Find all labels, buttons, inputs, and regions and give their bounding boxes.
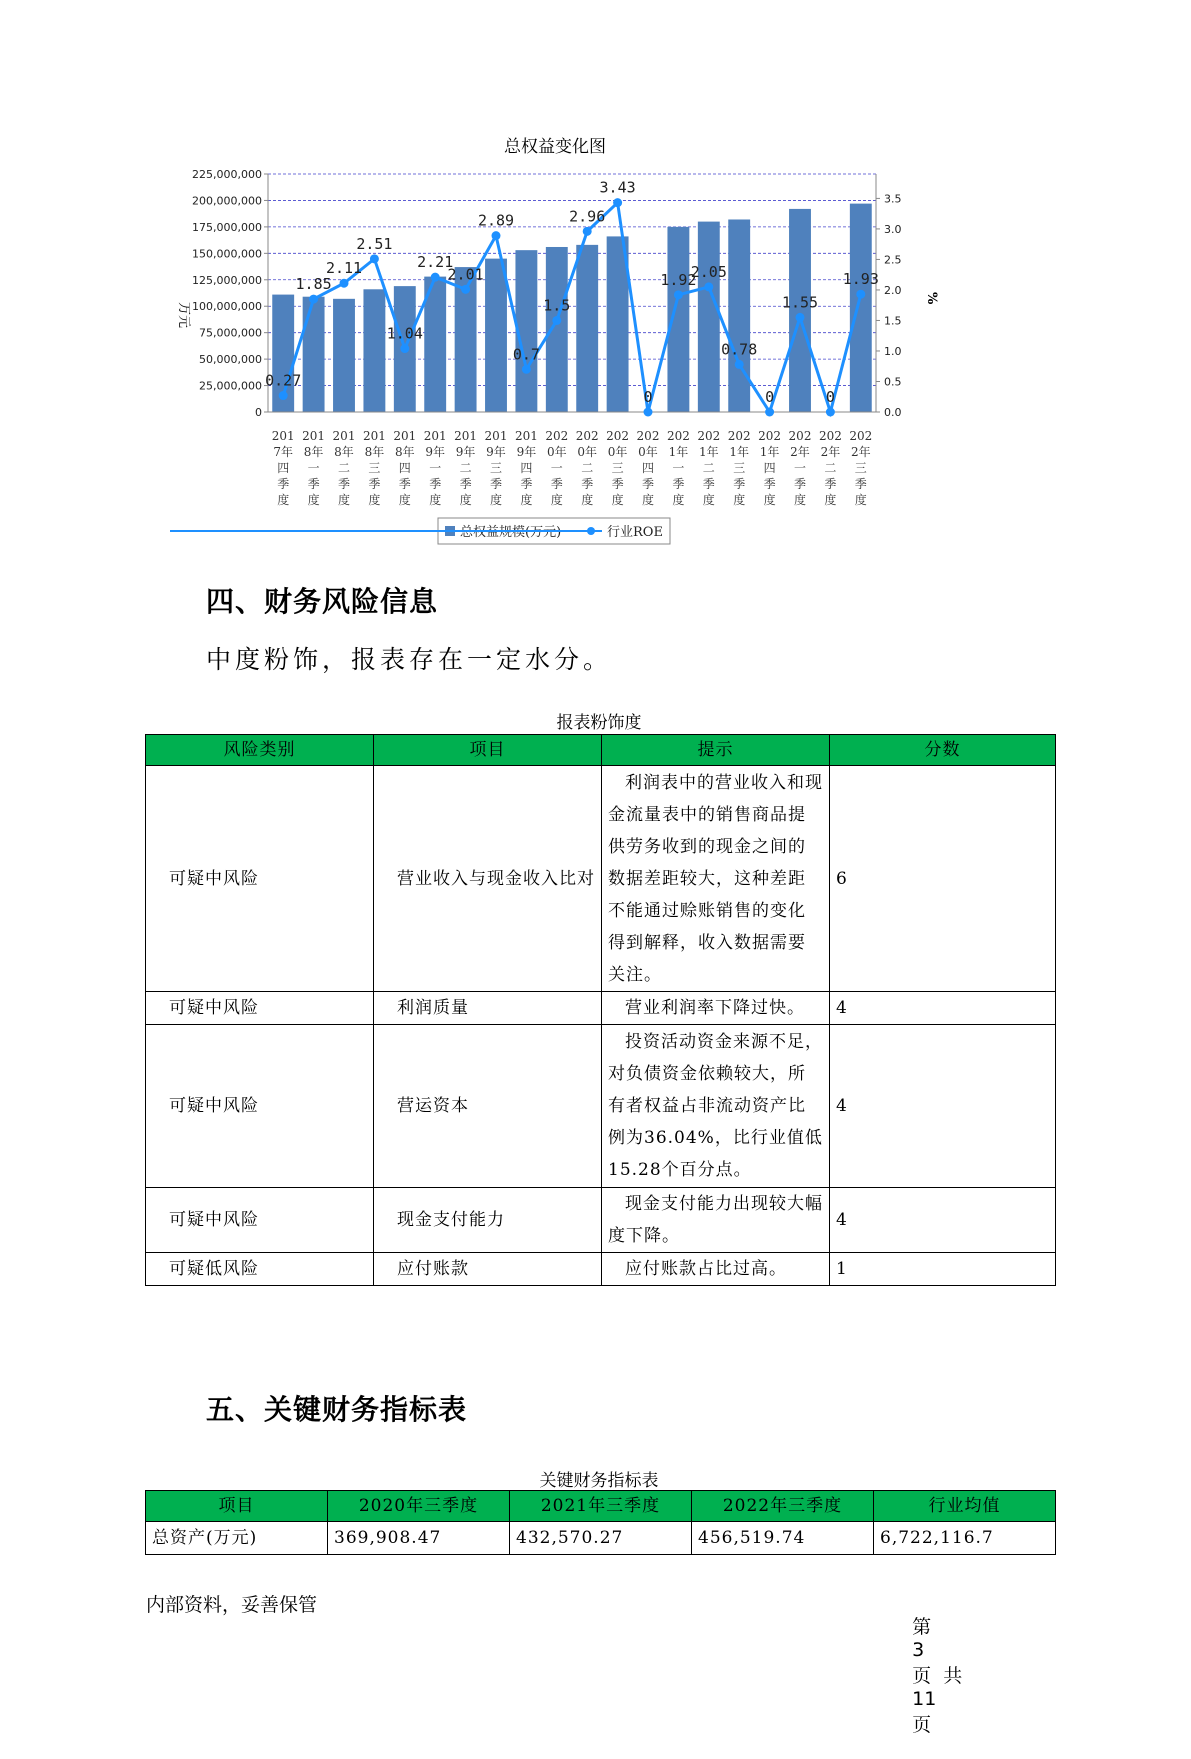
roe-data-label: 1.85	[295, 275, 332, 294]
bar	[303, 297, 325, 412]
indicator-value-cell: 456,519.74	[692, 1522, 874, 1555]
risk-category-cell: 可疑低风险	[146, 1253, 374, 1286]
risk-item-cell: 营运资本	[374, 1025, 602, 1188]
y-axis-label: 万元	[176, 302, 191, 329]
risk-hint-cell: 投资活动资金来源不足，对负债资金依赖较大，所有者权益占非流动资产比例为36.04%，比行业值低15.28个百分点。	[602, 1025, 830, 1188]
risk-item-cell: 现金支付能力	[374, 1188, 602, 1253]
roe-data-label: 1.55	[781, 293, 819, 312]
x-tick-label: 201 9年四季度	[514, 429, 538, 507]
roe-data-label: 2.96	[569, 207, 606, 226]
roe-point	[492, 231, 501, 240]
page-suffix: 页	[912, 1714, 932, 1736]
bar	[576, 245, 598, 412]
page-current: 3	[912, 1639, 925, 1661]
x-tick-label: 201 8年二季度	[332, 429, 356, 507]
y-right-tick-label: 2.0	[884, 283, 902, 297]
risk-table-header-row	[146, 735, 1056, 766]
header-industry-avg: 行业均值	[874, 1491, 1056, 1522]
y-right-tick-label: 2.5	[884, 253, 902, 267]
x-tick-label: 202 2年二季度	[818, 429, 842, 507]
header-2021q3: 2021年三季度	[510, 1491, 692, 1522]
x-tick-label: 202 1年四季度	[758, 429, 782, 507]
roe-point	[583, 227, 592, 236]
roe-data-label: 2.05	[690, 262, 727, 281]
risk-score-cell: 4	[830, 992, 1056, 1025]
indicator-table	[145, 1490, 1056, 1555]
roe-data-label: 1.93	[842, 270, 879, 289]
roe-point	[522, 365, 531, 374]
x-tick-label: 202 1年二季度	[697, 429, 721, 507]
table-row	[146, 1522, 1056, 1555]
roe-data-label: 0.78	[721, 340, 758, 359]
roe-point	[856, 290, 865, 299]
indicator-value-cell: 369,908.47	[328, 1522, 510, 1555]
bar	[333, 299, 355, 412]
page-prefix: 第	[912, 1616, 932, 1638]
y-tick-label: 175,000,000	[192, 220, 262, 234]
header-item: 项目	[146, 1491, 328, 1522]
page-number	[888, 1590, 962, 1759]
table-row	[146, 1253, 1056, 1286]
roe-data-label: 1.5	[543, 296, 571, 315]
indicator-value-cell: 432,570.27	[510, 1522, 692, 1555]
roe-point	[370, 254, 379, 263]
bar	[728, 219, 750, 412]
y-right-tick-label: 3.5	[884, 192, 902, 206]
roe-point	[309, 295, 318, 304]
roe-point	[431, 273, 440, 282]
y-tick-label: 50,000,000	[199, 353, 262, 367]
x-tick-label: 201 9年二季度	[454, 429, 478, 507]
roe-point	[400, 344, 409, 353]
risk-category-cell: 可疑中风险	[146, 766, 374, 992]
bar	[485, 259, 507, 412]
roe-point	[552, 316, 561, 325]
x-tick-label: 202 2年一季度	[788, 429, 812, 507]
roe-data-label: 1.92	[660, 270, 697, 289]
risk-category-cell: 可疑中风险	[146, 1025, 374, 1188]
risk-summary: 中度粉饰，报表存在一定水分。	[206, 645, 613, 674]
risk-score-cell: 6	[830, 766, 1056, 992]
x-tick-label: 201 9年三季度	[484, 429, 508, 507]
y-tick-label: 125,000,000	[192, 273, 262, 287]
roe-point	[279, 391, 288, 400]
x-tick-label: 202 0年三季度	[606, 429, 630, 507]
legend-line-marker	[587, 527, 595, 535]
y-tick-label: 200,000,000	[192, 194, 262, 208]
indicator-table-header-row	[146, 1491, 1056, 1522]
header-2022q3: 2022年三季度	[692, 1491, 874, 1522]
y-axis-right-label: %	[924, 292, 939, 305]
x-tick-label: 201 9年一季度	[423, 429, 447, 507]
page-mid: 页 共	[912, 1665, 963, 1687]
y-tick-label: 0	[255, 406, 262, 419]
x-tick-label: 201 7年四季度	[271, 429, 295, 507]
roe-point	[826, 408, 835, 417]
roe-data-label: 2.89	[477, 211, 515, 230]
roe-point	[461, 285, 470, 294]
risk-table	[145, 734, 1056, 1286]
x-tick-label: 202 0年二季度	[575, 429, 599, 507]
y-right-tick-label: 0.0	[884, 406, 902, 419]
risk-score-cell: 4	[830, 1025, 1056, 1188]
x-tick-label: 201 8年四季度	[393, 429, 417, 507]
chart-title: 总权益变化图	[504, 137, 606, 157]
indicator-label-cell: 总资产(万元)	[146, 1522, 328, 1555]
bar	[546, 247, 568, 412]
table-row	[146, 1025, 1056, 1188]
roe-data-label: 0	[765, 388, 775, 406]
indicator-value-cell: 6,722,116.7	[874, 1522, 1056, 1555]
table-row	[146, 992, 1056, 1025]
y-tick-label: 25,000,000	[199, 379, 262, 393]
header-item: 项目	[374, 735, 602, 766]
x-tick-label: 202 1年三季度	[727, 429, 751, 507]
x-tick-label: 202 1年一季度	[666, 429, 690, 507]
roe-point	[340, 279, 349, 288]
roe-point	[796, 313, 805, 322]
risk-score-cell: 1	[830, 1253, 1056, 1286]
risk-hint-cell: 应付账款占比过高。	[602, 1253, 830, 1286]
roe-data-label: 1.04	[386, 324, 423, 343]
bar	[850, 204, 872, 412]
header-hint: 提示	[602, 735, 830, 766]
legend-bar-label: 总权益规模(万元)	[460, 525, 562, 540]
roe-point	[644, 408, 653, 417]
chart-legend	[170, 518, 670, 544]
indicator-table-caption: 关键财务指标表	[539, 1471, 659, 1491]
footer-note: 内部资料，妥善保管	[146, 1594, 318, 1616]
x-tick-label: 201 8年一季度	[302, 429, 326, 507]
table-row	[146, 766, 1056, 992]
x-tick-labels	[272, 429, 873, 507]
roe-data-label: 3.43	[599, 178, 636, 197]
risk-score-cell: 4	[830, 1188, 1056, 1253]
bar	[363, 289, 385, 412]
y-tick-label: 75,000,000	[199, 326, 262, 340]
roe-data-label: 2.51	[356, 234, 393, 253]
x-tick-label: 202 2年三季度	[849, 429, 873, 507]
roe-data-label: 0.27	[265, 371, 302, 390]
header-score: 分数	[830, 735, 1056, 766]
risk-hint-cell: 现金支付能力出现较大幅度下降。	[602, 1188, 830, 1253]
roe-point	[735, 360, 744, 369]
roe-data-label: 2.21	[417, 253, 454, 272]
y-right-tick-label: 0.5	[884, 375, 902, 389]
x-tick-label: 202 0年四季度	[636, 429, 660, 507]
roe-point	[765, 408, 774, 417]
roe-data-label: 0.7	[512, 345, 540, 364]
x-tick-label: 202 0年一季度	[545, 429, 569, 507]
y-tick-label: 150,000,000	[192, 247, 262, 261]
risk-category-cell: 可疑中风险	[146, 1188, 374, 1253]
y-tick-label: 100,000,000	[192, 300, 262, 314]
bar	[698, 222, 720, 412]
roe-point	[674, 290, 683, 299]
page-total: 11	[912, 1688, 937, 1710]
x-tick-label: 201 8年三季度	[362, 429, 386, 507]
header-2020q3: 2020年三季度	[328, 1491, 510, 1522]
roe-point	[613, 198, 622, 207]
y-right-tick-label: 1.5	[884, 314, 902, 328]
roe-point	[704, 282, 713, 291]
risk-table-caption: 报表粉饰度	[556, 713, 642, 733]
risk-item-cell: 利润质量	[374, 992, 602, 1025]
roe-data-label: 0	[643, 388, 653, 406]
header-risk-category: 风险类别	[146, 735, 374, 766]
risk-category-cell: 可疑中风险	[146, 992, 374, 1025]
section4-heading: 四、财务风险信息	[206, 585, 439, 618]
roe-data-label: 2.11	[325, 259, 363, 278]
risk-item-cell: 应付账款	[374, 1253, 602, 1286]
risk-hint-cell: 营业利润率下降过快。	[602, 992, 830, 1025]
table-row	[146, 1188, 1056, 1253]
risk-item-cell: 营业收入与现金收入比对	[374, 766, 602, 992]
equity-chart	[170, 130, 1030, 600]
y-tick-label: 225,000,000	[192, 168, 262, 181]
roe-data-label: 0	[825, 388, 835, 406]
y-right-tick-label: 1.0	[884, 344, 902, 358]
legend-line-label: 行业ROE	[607, 525, 663, 540]
y-right-tick-label: 3.0	[884, 222, 902, 236]
risk-hint-cell: 利润表中的营业收入和现金流量表中的销售商品提供劳务收到的现金之间的数据差距较大，这种差距不能通过赊账销售的变化得到解释，收入数据需要关注。	[602, 766, 830, 992]
section5-heading: 五、关键财务指标表	[206, 1393, 468, 1426]
roe-data-label: 2.01	[447, 265, 484, 284]
